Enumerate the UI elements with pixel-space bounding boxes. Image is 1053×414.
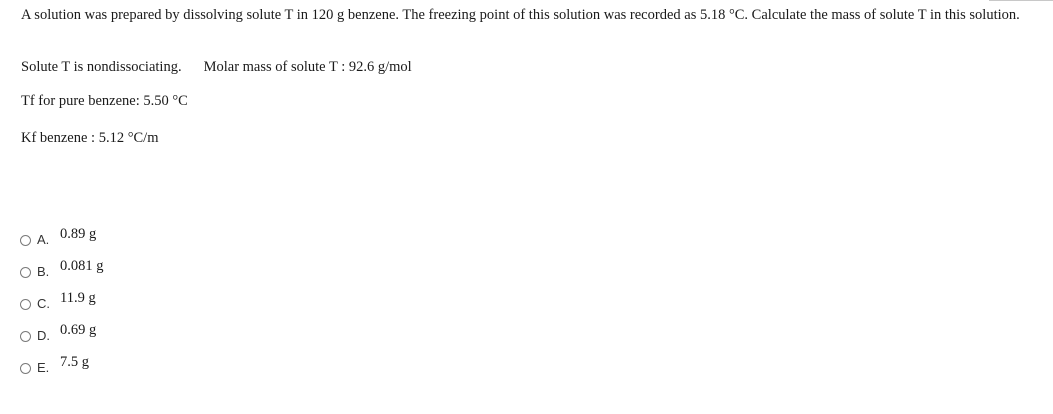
- choice-b[interactable]: [20, 257, 320, 289]
- choice-e[interactable]: [20, 353, 320, 385]
- choice-text: 11.9 g: [60, 290, 96, 306]
- choice-text: 0.081 g: [60, 258, 104, 274]
- question-text: A solution was prepared by dissolving solute T in 120 g benzene. The freezing point of this solution was recorded as 5.18 °C. Calculate the mass of solute T in this solution.: [21, 7, 1020, 23]
- radio-button-icon[interactable]: [20, 235, 31, 246]
- choice-letter: C.: [37, 296, 50, 311]
- molar-mass-note: Molar mass of solute T : 92.6 g/mol: [203, 59, 412, 75]
- choice-text: 7.5 g: [60, 354, 89, 370]
- choice-letter: D.: [37, 328, 50, 343]
- choice-d[interactable]: [20, 321, 320, 353]
- answer-choices: [20, 225, 320, 385]
- choice-letter: B.: [37, 264, 50, 279]
- given-info-line-1: [21, 58, 412, 77]
- top-divider: [989, 0, 1053, 1]
- question-stem: [21, 6, 1021, 25]
- kf-benzene: Kf benzene : 5.12 °C/m: [21, 130, 159, 146]
- choice-a[interactable]: [20, 225, 320, 257]
- radio-button-icon[interactable]: [20, 299, 31, 310]
- tf-pure-benzene: Tf for pure benzene: 5.50 °C: [21, 93, 188, 109]
- choice-text: 0.89 g: [60, 226, 97, 242]
- choice-text: 0.69 g: [60, 322, 97, 338]
- nondissociating-note: Solute T is nondissociating.: [21, 59, 182, 75]
- choice-letter: E.: [37, 360, 50, 375]
- radio-button-icon[interactable]: [20, 331, 31, 342]
- choice-letter: A.: [37, 232, 50, 247]
- choice-c[interactable]: [20, 289, 320, 321]
- radio-button-icon[interactable]: [20, 267, 31, 278]
- radio-button-icon[interactable]: [20, 363, 31, 374]
